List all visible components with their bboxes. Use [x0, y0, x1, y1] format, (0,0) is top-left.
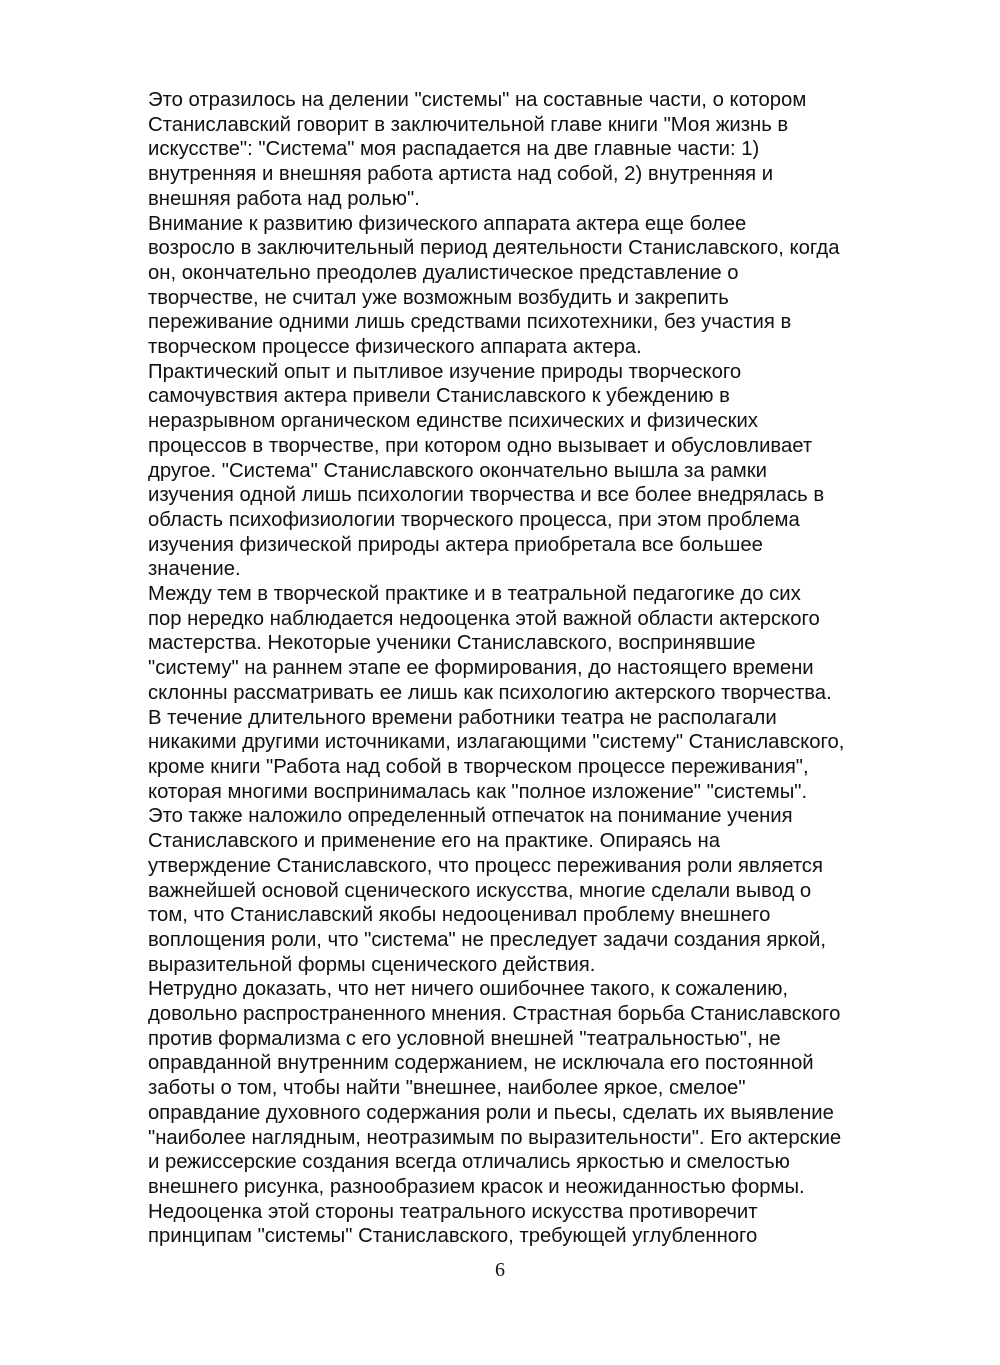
text-line: заботы о том, чтобы найти "внешнее, наиболее яркое, смелое"	[148, 1077, 746, 1100]
text-line: творчестве, не считал уже возможным возбудить и закрепить	[148, 286, 729, 309]
text-line: Станиславского и применение его на практике. Опираясь на	[148, 830, 721, 853]
text-line: внутренняя и внешняя работа артиста над собой, 2) внутренняя и	[148, 163, 774, 186]
text-line: пор нередко наблюдается недооценка этой важной области актерского	[148, 607, 820, 630]
text-line: Практический опыт и пытливое изучение природы творческого	[148, 360, 742, 383]
text-line: изучения одной лишь психологии творчества и все более внедрялась в	[148, 484, 825, 507]
text-line: Это также наложило определенный отпечаток на понимание учения	[148, 805, 793, 828]
text-line: внешнего рисунка, разнообразием красок и неожиданностью формы.	[148, 1175, 805, 1198]
text-line: никакими другими источниками, излагающими "систему" Станиславского,	[148, 731, 845, 754]
paragraph-4	[131, 582, 876, 977]
page-number: 6	[495, 1259, 505, 1281]
text-line: важнейшей основой сценического искусства, многие сделали вывод о	[148, 879, 812, 902]
text-line: воплощения роли, что "система" не преследует задачи создания яркой,	[148, 928, 826, 951]
text-line: возросло в заключительный период деятельности Станиславского, когда	[148, 237, 840, 260]
text-line: и режиссерские создания всегда отличались яркостью и смелостью	[148, 1151, 790, 1174]
body-text	[131, 88, 876, 1249]
text-line: Внимание к развитию физического аппарата актера еще более	[148, 212, 747, 235]
text-line: искусстве": "Система" моя распадается на две главные части: 1)	[148, 138, 760, 161]
text-line: том, что Станиславский якобы недооценивал проблему внешнего	[148, 904, 771, 927]
paragraph-3	[131, 360, 876, 582]
text-line: утверждение Станиславского, что процесс переживания роли является	[148, 854, 823, 877]
text-line: Недооценка этой стороны театрального искусства противоречит	[148, 1200, 758, 1223]
text-line: кроме книги "Работа над собой в творческом процессе переживания",	[148, 755, 809, 778]
text-line: "систему" на раннем этапе ее формирования, до настоящего времени	[148, 657, 814, 680]
text-line: "наиболее наглядным, неотразимым по выразительности". Его актерские	[148, 1126, 842, 1149]
text-line: оправданной внутренним содержанием, не исключала его постоянной	[148, 1052, 814, 1075]
text-line: Между тем в творческой практике и в театральной педагогике до сих	[148, 583, 801, 606]
text-line: Это отразилось на делении "системы" на составные части, о котором	[148, 89, 807, 111]
text-line: Станиславский говорит в заключительной главе книги "Моя жизнь в	[148, 113, 789, 136]
paragraph-1	[131, 88, 876, 212]
paragraph-2	[131, 212, 876, 360]
text-line: изучения физической природы актера приобретала все большее	[148, 533, 763, 556]
text-line: которая многими воспринималась как "полное изложение" "системы".	[148, 780, 808, 803]
text-line: неразрывном органическом единстве психических и физических	[148, 410, 758, 433]
text-line: внешняя работа над ролью".	[148, 187, 420, 210]
text-line: значение.	[148, 558, 241, 581]
text-line: выразительной формы сценического действия.	[148, 953, 596, 976]
text-line: Нетрудно доказать, что нет ничего ошибочнее такого, к сожалению,	[148, 978, 789, 1001]
text-line: оправдание духовного содержания роли и пьесы, сделать их выявление	[148, 1101, 834, 1124]
text-line: он, окончательно преодолев дуалистическое представление о	[148, 261, 739, 284]
text-line: другое. "Система" Станиславского окончательно вышла за рамки	[148, 459, 767, 482]
text-line: принципам "системы" Станиславского, требующей углубленного	[148, 1225, 758, 1248]
text-line: В течение длительного времени работники театра не располагали	[148, 706, 777, 729]
text-line: переживание одними лишь средствами психотехники, без участия в	[148, 311, 792, 334]
text-line: творческом процессе физического аппарата актера.	[148, 336, 642, 359]
text-line: мастерства. Некоторые ученики Станиславского, воспринявшие	[148, 632, 756, 655]
paragraph-6	[131, 1200, 876, 1249]
paragraph-5	[131, 977, 876, 1199]
text-line: против формализма с его условной внешней "театральностью", не	[148, 1027, 781, 1050]
text-line: область психофизиологии творческого процесса, при этом проблема	[148, 508, 800, 531]
text-line: склонны рассматривать ее лишь как психологию актерского творчества.	[148, 681, 832, 704]
text-line: довольно распространенного мнения. Страстная борьба Станиславского	[148, 1003, 841, 1026]
text-line: процессов в творчестве, при котором одно вызывает и обусловливает	[148, 434, 813, 457]
text-line: самочувствия актера привели Станиславского к убеждению в	[148, 385, 730, 408]
